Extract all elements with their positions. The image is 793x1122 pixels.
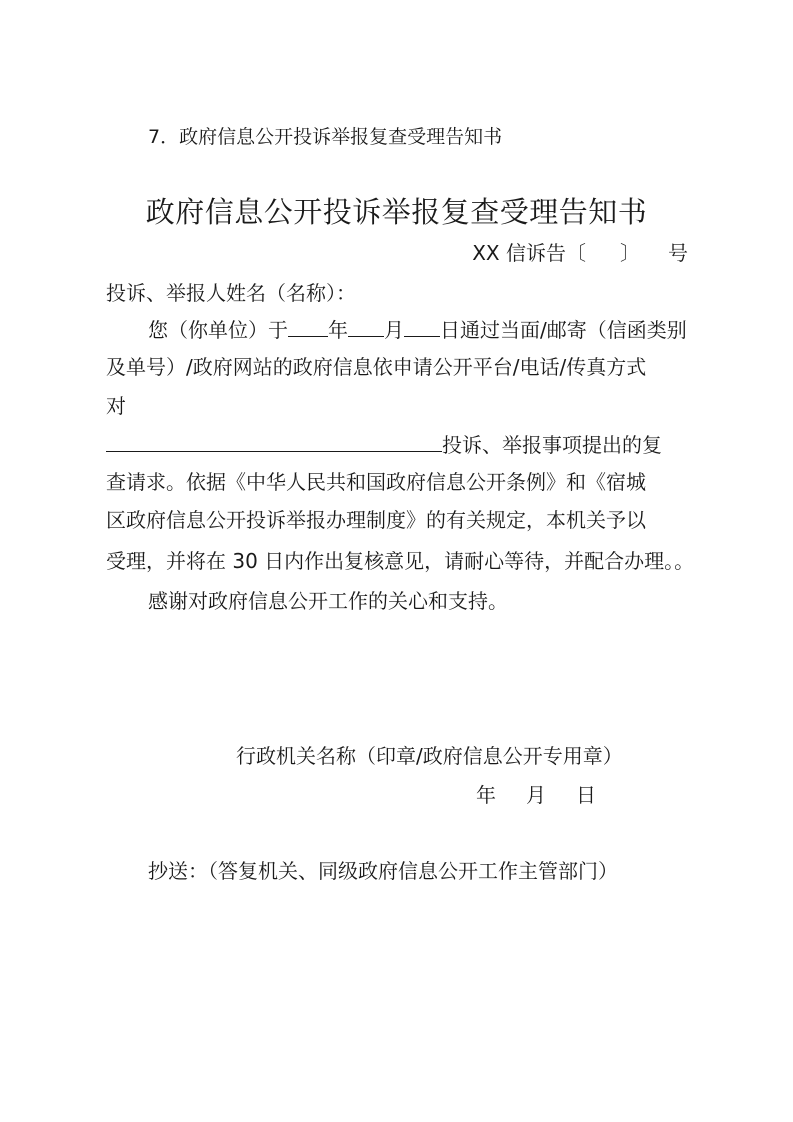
document-number	[472, 238, 688, 268]
month-label: 月	[384, 318, 404, 342]
body-line-7: 受理，并将在 30 日内作出复核意见，请耐心等待，并配合办理。。	[106, 549, 695, 573]
body-line-3: 对	[106, 394, 126, 418]
document-number-prefix: XX 信诉告〔	[472, 241, 586, 265]
day-blank	[404, 314, 440, 337]
signature-date	[476, 780, 596, 810]
cc-line: 抄送：（答复机关、同级政府信息公开工作主管部门）	[148, 859, 618, 883]
closing-line: 感谢对政府信息公开工作的关心和支持。	[148, 589, 508, 613]
year-label: 年	[328, 318, 348, 342]
body-line-1-rest: 日通过当面/邮寄（信函类别	[440, 318, 687, 342]
body-line-2: 及单号）/政府网站的政府信息依申请公开平台/电话/传真方式	[106, 355, 647, 379]
signature-month-label: 月	[526, 783, 546, 807]
body-line-1-start: 您（你单位）于	[148, 318, 288, 342]
agency-signature: 行政机关名称（印章/政府信息公开专用章）	[236, 744, 623, 768]
signature-year-label: 年	[476, 783, 496, 807]
body-line-4-end: 投诉、举报事项提出的复	[442, 433, 662, 457]
signature-day-label: 日	[576, 783, 596, 807]
section-heading: 7．政府信息公开投诉举报复查受理告知书	[148, 126, 503, 148]
document-number-unit: 号	[668, 241, 688, 265]
body-line-5: 查请求。依据《中华人民共和国政府信息公开条例》和《宿城	[106, 470, 646, 494]
body-line-6: 区政府信息公开投诉举报办理制度》的有关规定，本机关予以	[106, 508, 646, 532]
document-number-suffix: 〕	[620, 241, 640, 265]
matter-blank	[106, 429, 442, 452]
document-title: 政府信息公开投诉举报复查受理告知书	[145, 195, 648, 229]
body-line-4	[106, 429, 662, 460]
addressee-line: 投诉、举报人姓名（名称）：	[106, 281, 356, 305]
body-line-1	[148, 314, 687, 345]
year-blank	[288, 314, 328, 337]
month-blank	[348, 314, 384, 337]
